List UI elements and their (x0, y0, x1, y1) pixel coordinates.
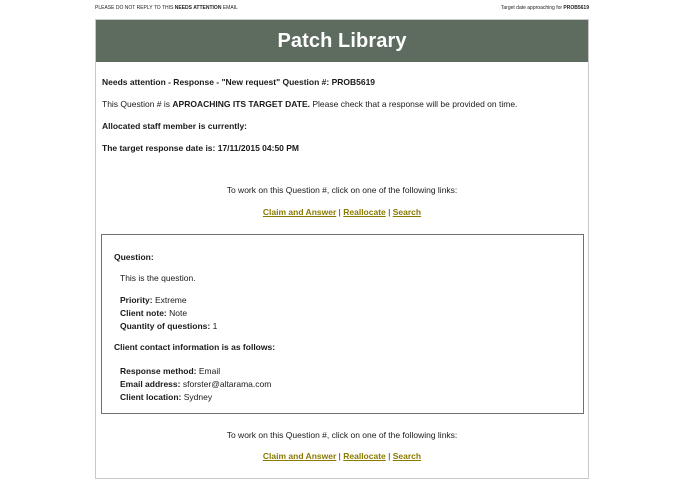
target-date-notice: Target date approaching for PROB5619 (500, 5, 589, 11)
header-banner (96, 20, 588, 62)
actions-intro-bottom: To work on this Question #, click on one of the following links: (226, 430, 458, 440)
reallocate-link[interactable]: Reallocate (343, 207, 386, 217)
email-card (95, 19, 589, 479)
quantity-row: Quantity of questions: 1 (120, 321, 218, 331)
top-notice-bar (95, 5, 589, 15)
priority-row: Priority: Extreme (120, 295, 187, 305)
search-link[interactable]: Search (392, 451, 422, 461)
actions-intro-top: To work on this Question #, click on one of the following links: (226, 185, 458, 195)
action-links-top (96, 207, 588, 217)
reallocate-link[interactable]: Reallocate (343, 451, 386, 461)
target-date-warning: This Question # is APROACHING ITS TARGET DATE. Please check that a response will be provided on time. (102, 99, 518, 109)
response-method-row: Response method: Email (120, 366, 221, 376)
client-location-row: Client location: Sydney (120, 392, 213, 402)
action-links-bottom (96, 451, 588, 461)
target-response-date: The target response date is: 17/11/2015 04:50 PM (102, 143, 300, 153)
contact-heading: Client contact information is as follows: (114, 342, 276, 352)
client-note-row: Client note: Note (120, 308, 188, 318)
claim-and-answer-link[interactable]: Claim and Answer (262, 207, 337, 217)
question-body: This is the question. (120, 273, 196, 283)
question-box (101, 234, 584, 414)
link-separator: | (388, 451, 391, 461)
claim-and-answer-link[interactable]: Claim and Answer (262, 451, 337, 461)
email-subject: Needs attention - Response - "New request" Question #: PROB5619 (102, 77, 376, 87)
link-separator: | (338, 207, 341, 217)
link-separator: | (338, 451, 341, 461)
link-separator: | (388, 207, 391, 217)
allocated-staff: Allocated staff member is currently: (102, 121, 248, 131)
email-address-row: Email address: sforster@altarama.com (120, 379, 272, 389)
search-link[interactable]: Search (392, 207, 422, 217)
question-heading: Question: (114, 252, 154, 262)
do-not-reply-notice: PLEASE DO NOT REPLY TO THIS NEEDS ATTENTION EMAIL (95, 5, 238, 11)
page-title: Patch Library (277, 29, 407, 52)
